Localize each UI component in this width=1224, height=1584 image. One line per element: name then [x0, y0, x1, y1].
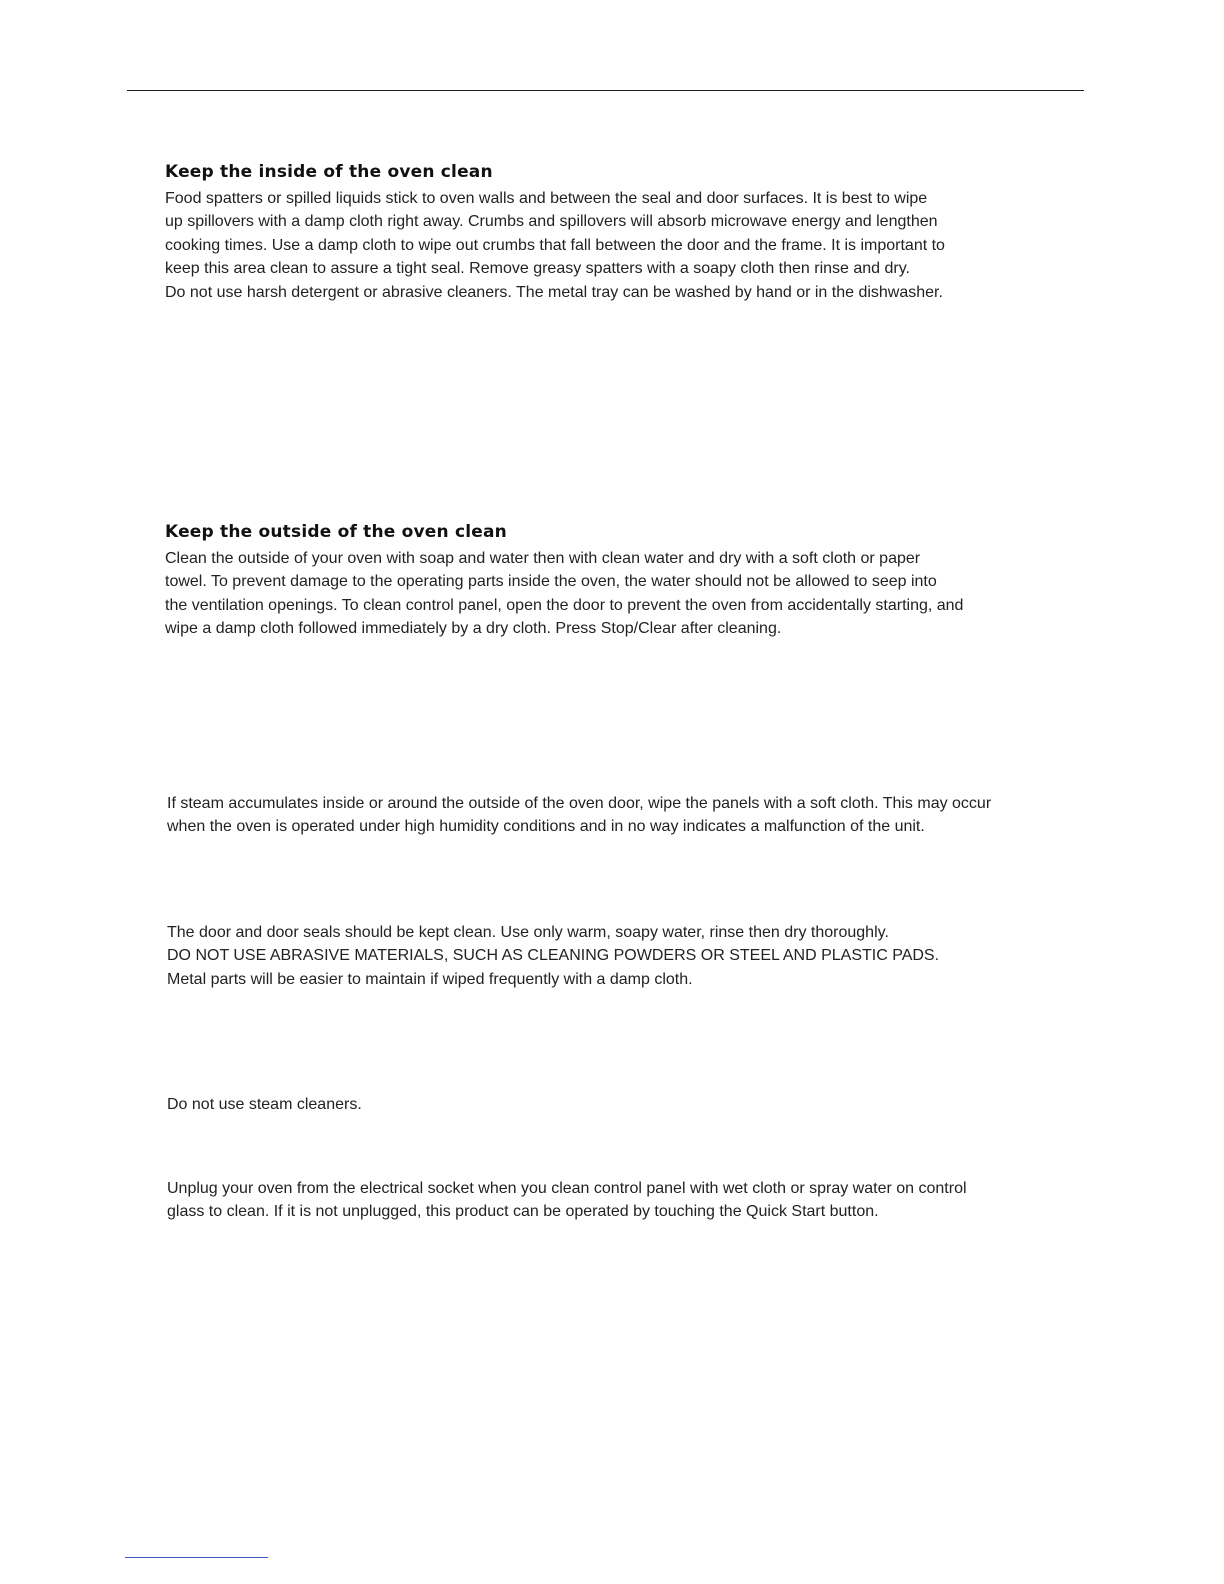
text-line: wipe a damp cloth followed immediately by a dry cloth. Press Stop/Clear after cleaning. [165, 620, 782, 638]
paragraph-steam-cleaners [167, 1093, 1077, 1116]
text-line: keep this area clean to assure a tight seal. Remove greasy spatters with a soapy cloth then rinse and dry. [165, 260, 910, 278]
text-line: cooking times. Use a damp cloth to wipe out crumbs that fall between the door and the frame. It is important to [165, 236, 945, 254]
section-door-seals [167, 921, 1077, 991]
paragraph-inside [165, 187, 1075, 304]
section-heading-inside: Keep the inside of the oven clean [165, 162, 493, 182]
text-line: If steam accumulates inside or around the outside of the oven door, wipe the panels with a soft cloth. This may occur [167, 795, 992, 812]
text-line: The door and door seals should be kept clean. Use only warm, soapy water, rinse then dry thoroughly. [167, 924, 889, 941]
text-line: up spillovers with a damp cloth right away. Crumbs and spillovers will absorb microwave energy and lengthen [165, 213, 938, 231]
text-line: Clean the outside of your oven with soap and water then with clean water and dry with a soft cloth or paper [165, 550, 921, 567]
section-steam-cleaners [167, 1093, 1077, 1116]
text-line: Do not use harsh detergent or abrasive cleaners. The metal tray can be washed by hand or in the dishwasher. [165, 283, 943, 301]
section-steam [167, 792, 1077, 839]
text-line: Food spatters or spilled liquids stick to oven walls and between the seal and door surfaces. It is best to wipe [165, 190, 928, 207]
section-outside-clean [165, 521, 1075, 641]
text-line: the ventilation openings. To clean control panel, open the door to prevent the oven from accidentally starting, and [165, 596, 964, 614]
paragraph-unplug [167, 1177, 1077, 1224]
paragraph-outside [165, 547, 1075, 641]
text-line: Metal parts will be easier to maintain if wiped frequently with a damp cloth. [167, 970, 693, 988]
text-line: when the oven is operated under high humidity conditions and in no way indicates a malfunction of the unit. [167, 818, 925, 836]
text-line: glass to clean. If it is not unplugged, this product can be operated by touching the Quick Start button. [167, 1203, 879, 1221]
section-heading-outside: Keep the outside of the oven clean [165, 522, 507, 542]
header-rule [127, 90, 1084, 91]
text-line: Do not use steam cleaners. [167, 1096, 362, 1113]
section-unplug [167, 1177, 1077, 1224]
text-line: Unplug your oven from the electrical socket when you clean control panel with wet cloth or spray water on control [167, 1180, 967, 1197]
text-line: towel. To prevent damage to the operating parts inside the oven, the water should not be allowed to seep into [165, 573, 937, 591]
paragraph-door-seals [167, 921, 1077, 991]
paragraph-steam [167, 792, 1077, 839]
section-inside-clean [165, 161, 1075, 304]
footer-rule [125, 1557, 268, 1558]
text-line: DO NOT USE ABRASIVE MATERIALS, SUCH AS CLEANING POWDERS OR STEEL AND PLASTIC PADS. [167, 947, 940, 965]
